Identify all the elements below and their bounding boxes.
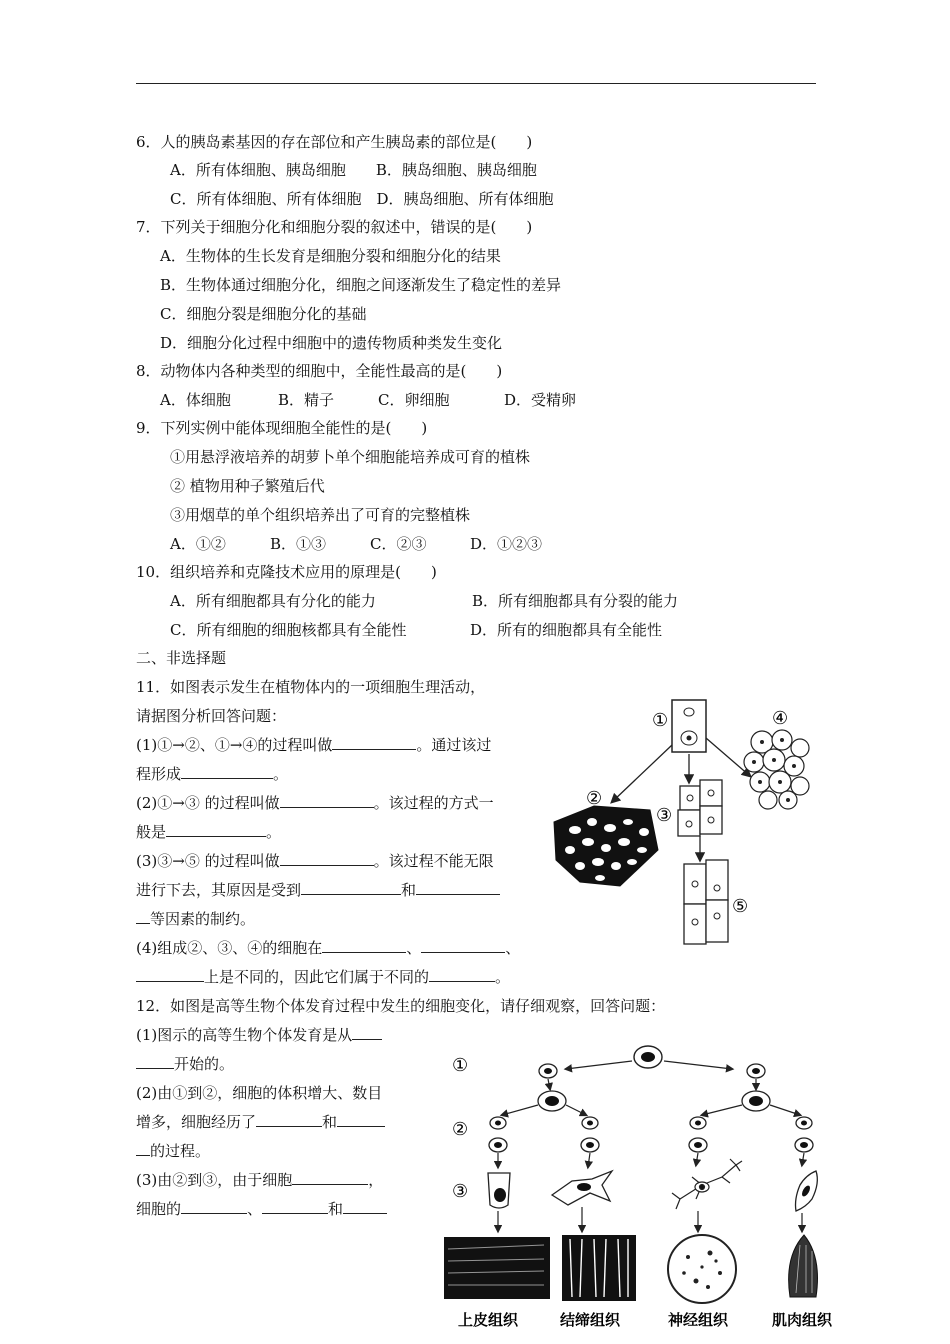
- q12-part3-text-d: 、: [247, 1200, 263, 1218]
- q12-stem: 12．如图是高等生物个体发育过程中发生的细胞变化，请仔细观察，回答问题：: [136, 997, 666, 1015]
- q11-part1-line2: [136, 764, 288, 784]
- q7-stem: 7．下列关于细胞分化和细胞分裂的叙述中，错误的是( ): [136, 218, 533, 236]
- q12-part1-text-a: (1)图示的高等生物个体发育是从: [136, 1026, 353, 1044]
- q11-part1-text-b: 。通过该过: [416, 736, 492, 754]
- q11-part4-text-e: 。: [495, 968, 511, 986]
- q11-part3-text-a: (3)③→⑤ 的过程叫做: [136, 852, 280, 870]
- q12-part3-text-e: 和: [328, 1200, 344, 1218]
- q8-option-d: D．受精卵: [504, 391, 577, 409]
- q11-part1-text-a: (1)①→②、①→④的过程叫做: [136, 736, 333, 754]
- q9-option-a: A．①②: [170, 535, 226, 553]
- q11-stem-line2: 请据图分析回答问题：: [136, 707, 287, 725]
- cell-1-original: [672, 700, 706, 752]
- nerve-cell: [672, 1159, 742, 1209]
- q9-stem: 9．下列实例中能体现细胞全能性的是( ): [136, 419, 428, 437]
- q11-part2-text-b: 。该过程的方式一: [373, 794, 494, 812]
- q11-part3-text-d: 和: [401, 881, 417, 899]
- q11-part4-text-d: 上是不同的，因此它们属于不同的: [204, 968, 430, 986]
- q12-blank-5[interactable]: [181, 1199, 247, 1214]
- q12-part3-text-a: (3)由②到③，由于细胞: [136, 1171, 293, 1189]
- q12-blank-2[interactable]: [256, 1112, 322, 1127]
- q12-part1-line1: [136, 1025, 382, 1045]
- q11-blank-6[interactable]: [301, 880, 401, 895]
- q9-item-3: ③用烟草的单个组织培养出了可育的完整植株: [170, 506, 471, 524]
- q6-options-ab: A．所有体细胞、胰岛细胞 B．胰岛细胞、胰岛细胞: [170, 161, 537, 179]
- q11-blank-9[interactable]: [421, 938, 505, 953]
- cells-5-grown: [684, 860, 728, 944]
- fig11-label-1: ①: [652, 710, 669, 731]
- q6-options-cd: C．所有体细胞、所有体细胞 D．胰岛细胞、所有体细胞: [170, 190, 554, 208]
- q12-part3-line1: [136, 1170, 383, 1190]
- left-branch-cells: [489, 1064, 599, 1152]
- q11-part2-text-c: 般是: [136, 823, 167, 841]
- connective-cell: [552, 1171, 612, 1205]
- epithelial-cell: [488, 1173, 510, 1208]
- fig12-label-epithelial: 上皮组织: [458, 1311, 519, 1329]
- q11-part3-line1: [136, 851, 494, 871]
- q11-blank-7[interactable]: [416, 880, 500, 895]
- fig11-label-4: ④: [772, 708, 789, 729]
- q7-option-a: A．生物体的生长发育是细胞分裂和细胞分化的结果: [160, 247, 501, 265]
- fig12-row-label-3: ③: [452, 1181, 469, 1202]
- q12-part2-line3: [136, 1141, 210, 1161]
- fig12-row-label-2: ②: [452, 1119, 469, 1140]
- nerve-tissue-image: [668, 1235, 736, 1303]
- fig11-label-2: ②: [586, 788, 603, 809]
- q12-blank-4[interactable]: [292, 1170, 368, 1185]
- q11-blank-7-cont[interactable]: [136, 909, 150, 924]
- q11-part1-text-c: 程形成: [136, 765, 182, 783]
- q11-part2-line2: [136, 822, 281, 842]
- fig11-label-5: ⑤: [732, 896, 749, 917]
- connective-tissue-image: [562, 1235, 636, 1301]
- q12-part3-line2: [136, 1199, 387, 1219]
- q11-part1-text-d: 。: [273, 765, 289, 783]
- q11-blank-8[interactable]: [322, 938, 406, 953]
- q9-option-d: D．①②③: [470, 535, 543, 553]
- q11-blank-11[interactable]: [429, 967, 495, 982]
- q11-part3-line3: [136, 909, 255, 929]
- q12-blank-7[interactable]: [343, 1199, 387, 1214]
- q10-option-b: B．所有细胞都具有分裂的能力: [472, 592, 679, 610]
- tissue-2-cluster: [554, 806, 658, 886]
- fig12-row-label-1: ①: [452, 1055, 469, 1076]
- fig12-label-muscle: 肌肉组织: [772, 1311, 833, 1329]
- q11-part4-line1: [136, 938, 520, 958]
- q11-part2-text-a: (2)①→③ 的过程叫做: [136, 794, 280, 812]
- q12-blank-3[interactable]: [337, 1112, 385, 1127]
- q12-part2-text-b: 增多，细胞经历了: [136, 1113, 257, 1131]
- q9-option-b: B．①③: [270, 535, 327, 553]
- q11-part3-text-c: 进行下去，其原因是受到: [136, 881, 302, 899]
- header-rule: [136, 83, 816, 84]
- q11-blank-4[interactable]: [166, 822, 266, 837]
- q10-stem: 10．组织培养和克隆技术应用的原理是( ): [136, 563, 437, 581]
- q12-blank-1-cont[interactable]: [136, 1054, 174, 1069]
- tissue-4-cluster: [744, 730, 809, 809]
- q11-part1-line1: [136, 735, 491, 755]
- fig12-label-connective: 结缔组织: [560, 1311, 621, 1329]
- q11-part4-text-c: 、: [505, 939, 521, 957]
- q11-blank-1[interactable]: [332, 735, 416, 750]
- q9-option-c: C．②③: [370, 535, 427, 553]
- q12-part2-text-d: 的过程。: [150, 1142, 211, 1160]
- q11-part4-line2: [136, 967, 510, 987]
- right-branch-cells: [689, 1064, 813, 1152]
- q11-part2-line1: [136, 793, 494, 813]
- muscle-cell: [796, 1171, 818, 1211]
- cells-3-divided: [678, 780, 722, 836]
- q10-option-a: A．所有细胞都具有分化的能力: [170, 592, 376, 610]
- q11-part3-text-b: 。该过程不能无限: [373, 852, 494, 870]
- q9-item-1: ①用悬浮液培养的胡萝卜单个细胞能培养成可育的植株: [170, 448, 531, 466]
- q12-part2-line1: (2)由①到②，细胞的体积增大、数目: [136, 1084, 383, 1102]
- q11-part4-text-b: 、: [406, 939, 422, 957]
- q12-development-figure: [440, 1035, 850, 1335]
- q12-part3-text-b: ，: [368, 1171, 384, 1189]
- q9-item-2: ② 植物用种子繁殖后代: [170, 477, 325, 495]
- q11-part3-text-e: 等因素的制约。: [150, 910, 256, 928]
- q11-cell-figure: [550, 690, 820, 950]
- q11-part3-line2: [136, 880, 500, 900]
- q11-blank-10[interactable]: [136, 967, 204, 982]
- q10-option-c: C．所有细胞的细胞核都具有全能性: [170, 621, 407, 639]
- q12-part3-text-c: 细胞的: [136, 1200, 182, 1218]
- q11-blank-3[interactable]: [280, 793, 374, 808]
- q12-part1-line2: [136, 1054, 234, 1074]
- muscle-tissue-image: [789, 1235, 818, 1297]
- q12-part2-line2: [136, 1112, 385, 1132]
- q11-part2-text-d: 。: [266, 823, 282, 841]
- q11-blank-2[interactable]: [181, 764, 273, 779]
- q11-stem-line1: 11．如图表示发生在植物体内的一项细胞生理活动，: [136, 678, 486, 696]
- q8-option-b: B．精子: [278, 391, 335, 409]
- q10-option-d: D．所有的细胞都具有全能性: [470, 621, 663, 639]
- q11-part4-text-a: (4)组成②、③、④的细胞在: [136, 939, 323, 957]
- q6-stem: 6．人的胰岛素基因的存在部位和产生胰岛素的部位是( ): [136, 133, 533, 151]
- q7-option-d: D．细胞分化过程中细胞中的遗传物质种类发生变化: [160, 334, 503, 352]
- q8-option-c: C．卵细胞: [378, 391, 450, 409]
- zygote-cell: [634, 1046, 662, 1068]
- q12-part2-text-c: 和: [322, 1113, 338, 1131]
- q12-blank-3-cont[interactable]: [136, 1141, 150, 1156]
- q7-option-b: B．生物体通过细胞分化，细胞之间逐渐发生了稳定性的差异: [160, 276, 562, 294]
- q12-blank-1[interactable]: [352, 1025, 382, 1040]
- q12-blank-6[interactable]: [262, 1199, 328, 1214]
- fig11-label-3: ③: [656, 805, 673, 826]
- section-heading: 二、非选择题: [136, 649, 227, 667]
- q8-option-a: A．体细胞: [160, 391, 231, 409]
- q11-blank-5[interactable]: [280, 851, 374, 866]
- fig12-label-nerve: 神经组织: [668, 1311, 729, 1329]
- q8-stem: 8．动物体内各种类型的细胞中，全能性最高的是( ): [136, 362, 503, 380]
- q12-part1-text-b: 开始的。: [174, 1055, 235, 1073]
- epithelial-tissue-image: [444, 1237, 550, 1299]
- q7-option-c: C．细胞分裂是细胞分化的基础: [160, 305, 367, 323]
